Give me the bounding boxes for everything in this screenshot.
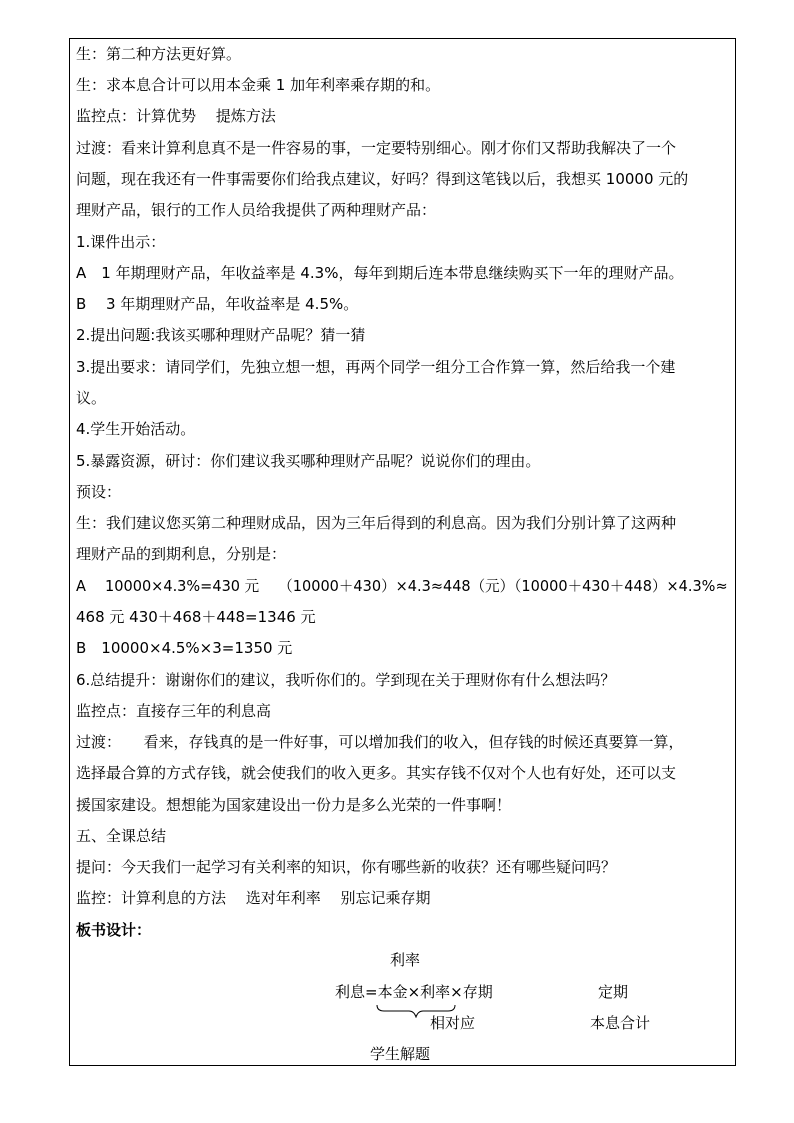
text-line: 过渡：看来计算利息真不是一件容易的事，一定要特别细心。刚才你们又帮助我解决了一个 bbox=[76, 139, 677, 157]
text-line: 问题，现在我还有一件事需要你们给我点建议，好吗？得到这笔钱以后，我想买 10000 元的 bbox=[76, 170, 689, 188]
text-line: B 3 年期理财产品，年收益率是 4.5%。 bbox=[76, 295, 359, 313]
text-line: 生：第二种方法更好算。 bbox=[76, 45, 242, 63]
text-line: 6.总结提升：谢谢你们的建议，我听你们的。学到现在关于理财你有什么想法吗？ bbox=[76, 671, 616, 689]
text-line: 468 元 430＋468＋448=1346 元 bbox=[76, 608, 316, 626]
text-line: B 10000×4.5%×3=1350 元 bbox=[76, 639, 293, 657]
board-principal-interest-total: 本息合计 bbox=[590, 1014, 651, 1032]
text-line: 1.课件出示： bbox=[76, 233, 166, 251]
text-line: 生：我们建议您买第二种理财成品，因为三年后得到的利息高。因为我们分别计算了这两种 bbox=[76, 514, 677, 532]
text-line: A 10000×4.3%=430 元 （10000＋430）×4.3≈448（元）（10000＋430＋448）×4.3%≈ bbox=[76, 577, 728, 595]
text-line: A 1 年期理财产品，年收益率是 4.3%，每年到期后连本带息继续购买下一年的理财产品。 bbox=[76, 264, 684, 282]
board-fixed-term: 定期 bbox=[598, 983, 629, 1001]
text-line: 预设： bbox=[76, 483, 122, 501]
text-line: 监控点：计算优势 提炼方法 bbox=[76, 107, 276, 125]
text-line: 议。 bbox=[76, 389, 107, 407]
text-line: 选择最合算的方式存钱，就会使我们的收入更多。其实存钱不仅对个人也有好处，还可以支 bbox=[76, 764, 677, 782]
text-line: 过渡： 看来，存钱真的是一件好事，可以增加我们的收入，但存钱的时候还真要算一算， bbox=[76, 733, 684, 751]
board-design-heading: 板书设计： bbox=[76, 921, 152, 939]
text-line: 理财产品，银行的工作人员给我提供了两种理财产品： bbox=[76, 201, 437, 219]
board-formula: 利息=本金×利率×存期 bbox=[335, 983, 493, 1001]
board-corresponding: 相对应 bbox=[430, 1014, 476, 1032]
text-line: 理财产品的到期利息，分别是： bbox=[76, 545, 287, 563]
text-line: 3.提出要求：请同学们，先独立想一想，再两个同学一组分工合作算一算，然后给我一个建 bbox=[76, 358, 676, 376]
text-line: 五、全课总结 bbox=[76, 827, 167, 845]
board-rate-label: 利率 bbox=[390, 951, 421, 969]
text-line: 4.学生开始活动。 bbox=[76, 420, 196, 438]
board-student-solve: 学生解题 bbox=[370, 1045, 431, 1063]
text-line: 2.提出问题:我该买哪种理财产品呢？猜一猜 bbox=[76, 326, 366, 344]
text-line: 监控：计算利息的方法 选对年利率 别忘记乘存期 bbox=[76, 889, 431, 907]
text-line: 提问：今天我们一起学习有关利率的知识，你有哪些新的收获？还有哪些疑问吗？ bbox=[76, 858, 617, 876]
text-line: 生：求本息合计可以用本金乘 1 加年利率乘存期的和。 bbox=[76, 76, 441, 94]
text-line: 援国家建设。想想能为国家建设出一份力是多么光荣的一件事啊！ bbox=[76, 796, 512, 814]
text-line: 监控点：直接存三年的利息高 bbox=[76, 702, 272, 720]
text-line: 5.暴露资源，研讨：你们建议我买哪种理财产品呢？说说你们的理由。 bbox=[76, 452, 541, 470]
